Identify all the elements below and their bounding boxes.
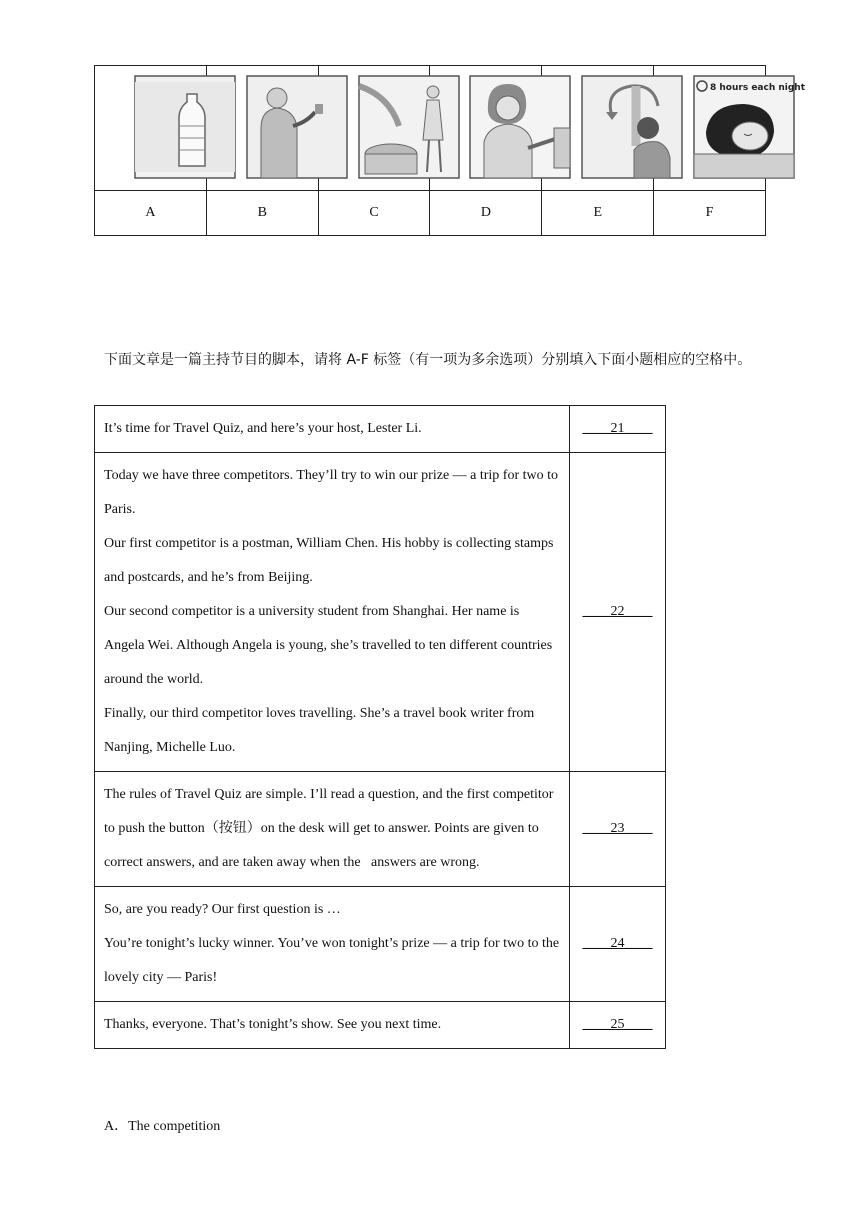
script-paragraph: The rules of Travel Quiz are simple. I’ll read a question, and the first competitor to push the button（按钮）on the desk will get to answer. Points are given to correct answers, and are taken away when the answers are wrong. [104, 787, 557, 870]
sleeping-girl-picture [694, 76, 806, 178]
script-paragraph: Finally, our third competitor loves travelling. She’s a travel book writer from Nanjing, Michelle Luo. [104, 706, 535, 755]
picture-label: D [430, 191, 542, 236]
picture-label: F [654, 191, 766, 236]
script-table [94, 405, 666, 1049]
picture-label: A [95, 191, 207, 236]
answer-blank-23[interactable]: ____23____ [582, 821, 653, 836]
script-text-cell [95, 1002, 570, 1049]
picture-row [95, 66, 766, 191]
picture-label: E [542, 191, 654, 236]
script-paragraph: Our second competitor is a university student from Shanghai. Her name is Angela Wei. Although Angela is young, she’s travelled to ten different countries around the world. [104, 604, 553, 687]
script-paragraph: It’s time for Travel Quiz, and here’s your host, Lester Li. [104, 421, 422, 436]
script-text-cell [95, 406, 570, 453]
picture-cell-d [430, 66, 542, 191]
answer-blank-cell[interactable] [570, 453, 666, 772]
answer-blank-cell[interactable] [570, 887, 666, 1002]
picture-cell-f [654, 66, 806, 191]
answer-blank-cell[interactable] [570, 406, 666, 453]
script-paragraph: Thanks, everyone. That’s tonight’s show. See you next time. [104, 1017, 442, 1032]
answer-blank-cell[interactable] [570, 1002, 666, 1049]
script-text-cell [95, 772, 570, 887]
script-text-cell [95, 887, 570, 1002]
script-paragraph: You’re tonight’s lucky winner. You’ve won tonight’s prize — a trip for two to the lovely city — Paris! [104, 936, 560, 985]
script-paragraph: Today we have three competitors. They’ll try to win our prize — a trip for two to Paris. [104, 468, 559, 517]
answer-blank-cell[interactable] [570, 772, 666, 887]
picture-label: C [318, 191, 430, 236]
sleep-caption-text: 8 hours each night [710, 83, 806, 93]
picture-label: B [206, 191, 318, 236]
picture-cell-a [95, 66, 207, 191]
picture-table [94, 65, 806, 236]
answer-blank-25[interactable]: ____25____ [582, 1017, 653, 1032]
script-text-cell [95, 453, 570, 772]
answer-blank-24[interactable]: ____24____ [582, 936, 653, 951]
picture-cell-c [318, 66, 430, 191]
script-row-25 [95, 1002, 666, 1049]
script-row-21 [95, 406, 666, 453]
script-row-22 [95, 453, 666, 772]
instructions-text: 下面文章是一篇主持节目的脚本，请将 A-F 标签（有一项为多余选项）分别填入下面小题相应的空格中。 [104, 352, 752, 368]
script-row-23 [95, 772, 666, 887]
answer-blank-21[interactable]: ____21____ [582, 421, 653, 436]
script-paragraph: So, are you ready? Our first question is … [104, 902, 341, 917]
option-a: A．The competition [104, 1119, 221, 1134]
script-row-24 [95, 887, 666, 1002]
picture-cell-e [542, 66, 654, 191]
script-paragraph: Our first competitor is a postman, William Chen. His hobby is collecting stamps and postcards, and he’s from Beijing. [104, 536, 554, 585]
answer-blank-22[interactable]: ____22____ [582, 604, 653, 619]
picture-cell-b [206, 66, 318, 191]
picture-label-row [95, 191, 766, 236]
